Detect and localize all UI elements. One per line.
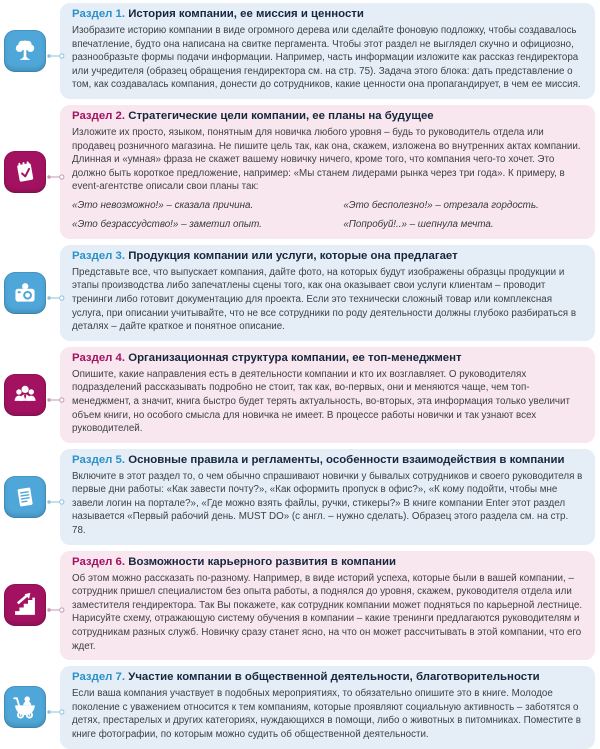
section-body: Изобразите историю компании в виде огромного дерева или сделайте фоновую подложку, чтобы создавалось впечатление, будто она написана на свитке пергамента. Чтобы этот раздел не выглядел скучно и официозно, разнообразьте формы подачи информации. Например, часть информации изложите как рассказ гендиректора или учредителя (образец обращения гендиректора см. на стр. 75). Задача этого блока: дать представление о том, как создавалась компания, донести до сотрудников, какие ценности она пропагандирует, в чем ее миссия. bbox=[72, 25, 581, 91]
quotes-grid bbox=[72, 199, 584, 232]
team-icon bbox=[11, 381, 39, 409]
section-card bbox=[60, 3, 595, 99]
quote-line: «Это невозможно!» – сказала причина. bbox=[72, 199, 254, 211]
icon-badge bbox=[4, 686, 46, 728]
section-body: Если ваша компания участвует в подобных мероприятиях, то обязательно опишите это в книге. Молодое поколение с уважением относится к тем компаниям, которые проявляют социальную активность – заботятся о детях, престарелых и других категориях, нуждающихся в помощи, либо о животных в питомниках. Поместите в книге фотографии, по которым можно судить об общественной деятельности. bbox=[72, 688, 581, 740]
section-body: Представьте все, что выпускает компания, дайте фото, на которых будут изображены образцы продукции и этапы производства либо запечатлены сцены того, как она оказывает свои услуги клиентам – проводит тренинги либо готовит документацию для проекта. Если это технически сложный товар или комплексная услуга, при описании учитывайте, что не все сотрудники по роду деятельности должны глубоко разбираться в деталях – дайте краткое и понятное описание. bbox=[72, 266, 577, 333]
section-row bbox=[4, 347, 595, 443]
section-card bbox=[60, 551, 595, 661]
icon-badge bbox=[4, 374, 46, 416]
tree-icon bbox=[11, 37, 39, 65]
section-row bbox=[4, 551, 595, 661]
section-row bbox=[4, 105, 595, 239]
section-label: Раздел 6. bbox=[72, 555, 126, 568]
section-icon-column bbox=[4, 666, 60, 748]
section-label: Раздел 2. bbox=[72, 109, 126, 122]
document-icon bbox=[11, 483, 39, 511]
section-row bbox=[4, 666, 595, 748]
quote-line: «Попробуй!..» – шепнула мечта. bbox=[343, 219, 494, 231]
section-row bbox=[4, 3, 595, 99]
connector-line bbox=[47, 168, 65, 176]
section-card bbox=[60, 449, 595, 545]
section-header bbox=[72, 555, 584, 570]
section-label: Раздел 3. bbox=[72, 249, 126, 262]
icon-badge bbox=[4, 272, 46, 314]
notepad-check-icon bbox=[11, 158, 39, 186]
section-title: Продукция компании или услуги, которые она предлагает bbox=[128, 249, 458, 262]
quote-line: «Это бесполезно!» – отрезала гордость. bbox=[343, 199, 539, 211]
section-header bbox=[72, 249, 584, 264]
section-icon-column bbox=[4, 245, 60, 341]
connector-line bbox=[47, 601, 65, 609]
section-header bbox=[72, 670, 584, 685]
career-stairs-icon bbox=[11, 591, 39, 619]
section-title: Основные правила и регламенты, особенности взаимодействия в компании bbox=[128, 453, 565, 466]
section-header bbox=[72, 109, 584, 124]
quote-line: «Это безрассудство!» – заметил опыт. bbox=[72, 219, 262, 231]
section-body: Включите в этот раздел то, о чем обычно спрашивают новички у бывалых сотрудников и своего руководителя в первые дни работы: «Как завести почту?», «Как оформить пропуск в офис?», «К кому подойти, чтобы мне завели логин на портале?», «Где можно взять файлы, ручки, стикеры?» В книге компании Enter этот раздел называется «Первый рабочий день. MUST DO» (с англ. – нужно сделать). Образец этого раздела см. на стр. 78. bbox=[72, 470, 583, 537]
section-card bbox=[60, 347, 595, 443]
camera-icon bbox=[11, 279, 39, 307]
icon-badge bbox=[4, 151, 46, 193]
section-card bbox=[60, 245, 595, 341]
section-title: Участие компании в общественной деятельности, благотворительности bbox=[128, 671, 540, 684]
section-label: Раздел 5. bbox=[72, 453, 126, 466]
section-header bbox=[72, 453, 584, 468]
connector-line bbox=[47, 47, 65, 55]
section-icon-column bbox=[4, 3, 60, 99]
connector-line bbox=[47, 289, 65, 297]
section-body: Об этом можно рассказать по-разному. Например, в виде историй успеха, которые были в вашей компании, – сотрудник пришел специалистом без опыта работы, а поднялся до уровня, скажем, руководителя отдела или заместителя гендиректора. Так Вы покажете, как сотрудник компании может подняться по карьерной лестнице. Нарисуйте схему, отражающую систему обучения в компании – какие тренинги предлагаются руководителям и сотрудникам разных служб. Новичку сразу станет ясно, на что он может рассчитывать в этой компании, что его ждет. bbox=[72, 572, 583, 652]
section-label: Раздел 7. bbox=[72, 671, 126, 684]
section-body: Опишите, какие направления есть в деятельности компании и кто их возглавляет. О руководителях подразделений рассказывать подробно не стоит, так как, во-первых, они и меняются чаще, чем топ-менеджмент, а значит, книга быстро будет терять актуальность, во-вторых, эта информация только увеличит объем книги, но особого смысла для новичка не имеет. В процессе работы новички и так узнают всех руководителей. bbox=[72, 368, 570, 435]
section-header bbox=[72, 351, 584, 366]
section-title: Организационная структура компании, ее топ-менеджмент bbox=[128, 351, 462, 364]
connector-line bbox=[47, 493, 65, 501]
section-row bbox=[4, 245, 595, 341]
section-header bbox=[72, 7, 584, 22]
section-icon-column bbox=[4, 551, 60, 661]
section-label: Раздел 1. bbox=[72, 8, 126, 20]
section-icon-column bbox=[4, 449, 60, 545]
baby-carriage-icon bbox=[11, 693, 39, 721]
icon-badge bbox=[4, 584, 46, 626]
section-label: Раздел 4. bbox=[72, 351, 126, 364]
section-title: Возможности карьерного развития в компании bbox=[128, 555, 396, 568]
connector-line bbox=[47, 391, 65, 399]
section-title: Стратегические цели компании, ее планы на будущее bbox=[128, 109, 434, 122]
section-row bbox=[4, 449, 595, 545]
section-title: История компании, ее миссия и ценности bbox=[128, 8, 364, 20]
connector-line bbox=[47, 703, 65, 711]
icon-badge bbox=[4, 30, 46, 72]
section-icon-column bbox=[4, 347, 60, 443]
section-icon-column bbox=[4, 105, 60, 239]
section-body: Изложите их просто, языком, понятным для новичка любого уровня – будь то руководитель отдела или продавец розничного магазина. Не пишите цель так, как она, скажем, изложена во внутренних актах компании. Длинная и «умная» фраза не скажет вашему новичку ничего, кроме того, что компания чего-то хочет. Это должно быть короткое предложение, например: «Мы станем лидерами рынка через три года». К примеру, в event-агентстве описали свои планы так: bbox=[72, 126, 581, 193]
section-card bbox=[60, 666, 595, 748]
section-card bbox=[60, 105, 595, 239]
icon-badge bbox=[4, 476, 46, 518]
